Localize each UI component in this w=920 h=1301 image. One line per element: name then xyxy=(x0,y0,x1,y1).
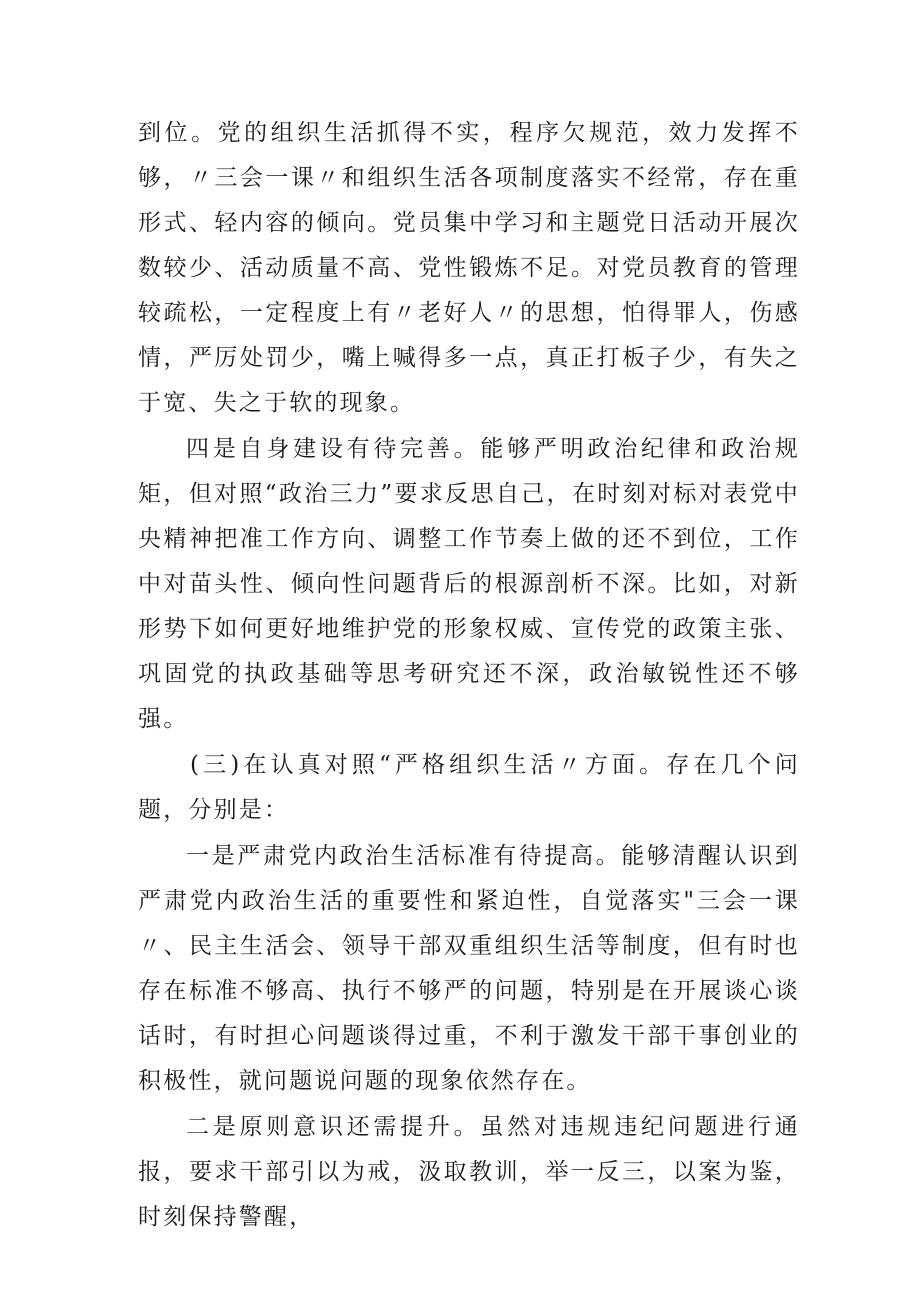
paragraph-political-life-standard: 一是严肃党内政治生活标准有待提高。能够清醒认识到严肃党内政治生活的重要性和紧迫性，自觉落实"三会一课〃、民主生活会、领导干部双重组织生活等制度，但有时也存在标准不够高、执行不够严的问题，特别是在开展谈心谈话时，有时担心问题谈得过重，不利于激发干部干事创业的积极性，就问题说问题的现象依然存在。 xyxy=(138,843,800,1094)
paragraph-self-construction: 四是自身建设有待完善。能够严明政治纪律和政治规矩，但对照“政治三力”要求反思自己，在时刻对标对表党中央精神把准工作方向、调整工作节奏上做的还不到位，工作中对苗头性、倾向性问题背后的根源剖析不深。比如，对新形势下如何更好地维护党的形象权威、宣传党的政策主张、巩固党的执政基础等思考研究还不深，政治敏锐性还不够强。 xyxy=(138,436,800,732)
document-body xyxy=(138,111,800,1240)
paragraph-continuation: 到位。党的组织生活抓得不实，程序欠规范，效力发挥不够，〃三会一课〃和组织生活各项制度落实不经常，存在重形式、轻内容的倾向。党员集中学习和主题党日活动开展次数较少、活动质量不高、党性锻炼不足。对党员教育的管理较疏松，一定程度上有〃老好人〃的思想，怕得罪人，伤感情，严厉处罚少，嘴上喊得多一点，真正打板子少，有失之于宽、失之于软的现象。 xyxy=(138,120,800,416)
section-heading-organization-life: (三)在认真对照“严格组织生活〃方面。存在几个问题，分别是： xyxy=(138,752,800,823)
paragraph-principle-awareness: 二是原则意识还需提升。虽然对违规违纪问题进行通报，要求干部引以为戒，汲取教训，举一反三，以案为鉴，时刻保持警醒， xyxy=(138,1114,800,1230)
